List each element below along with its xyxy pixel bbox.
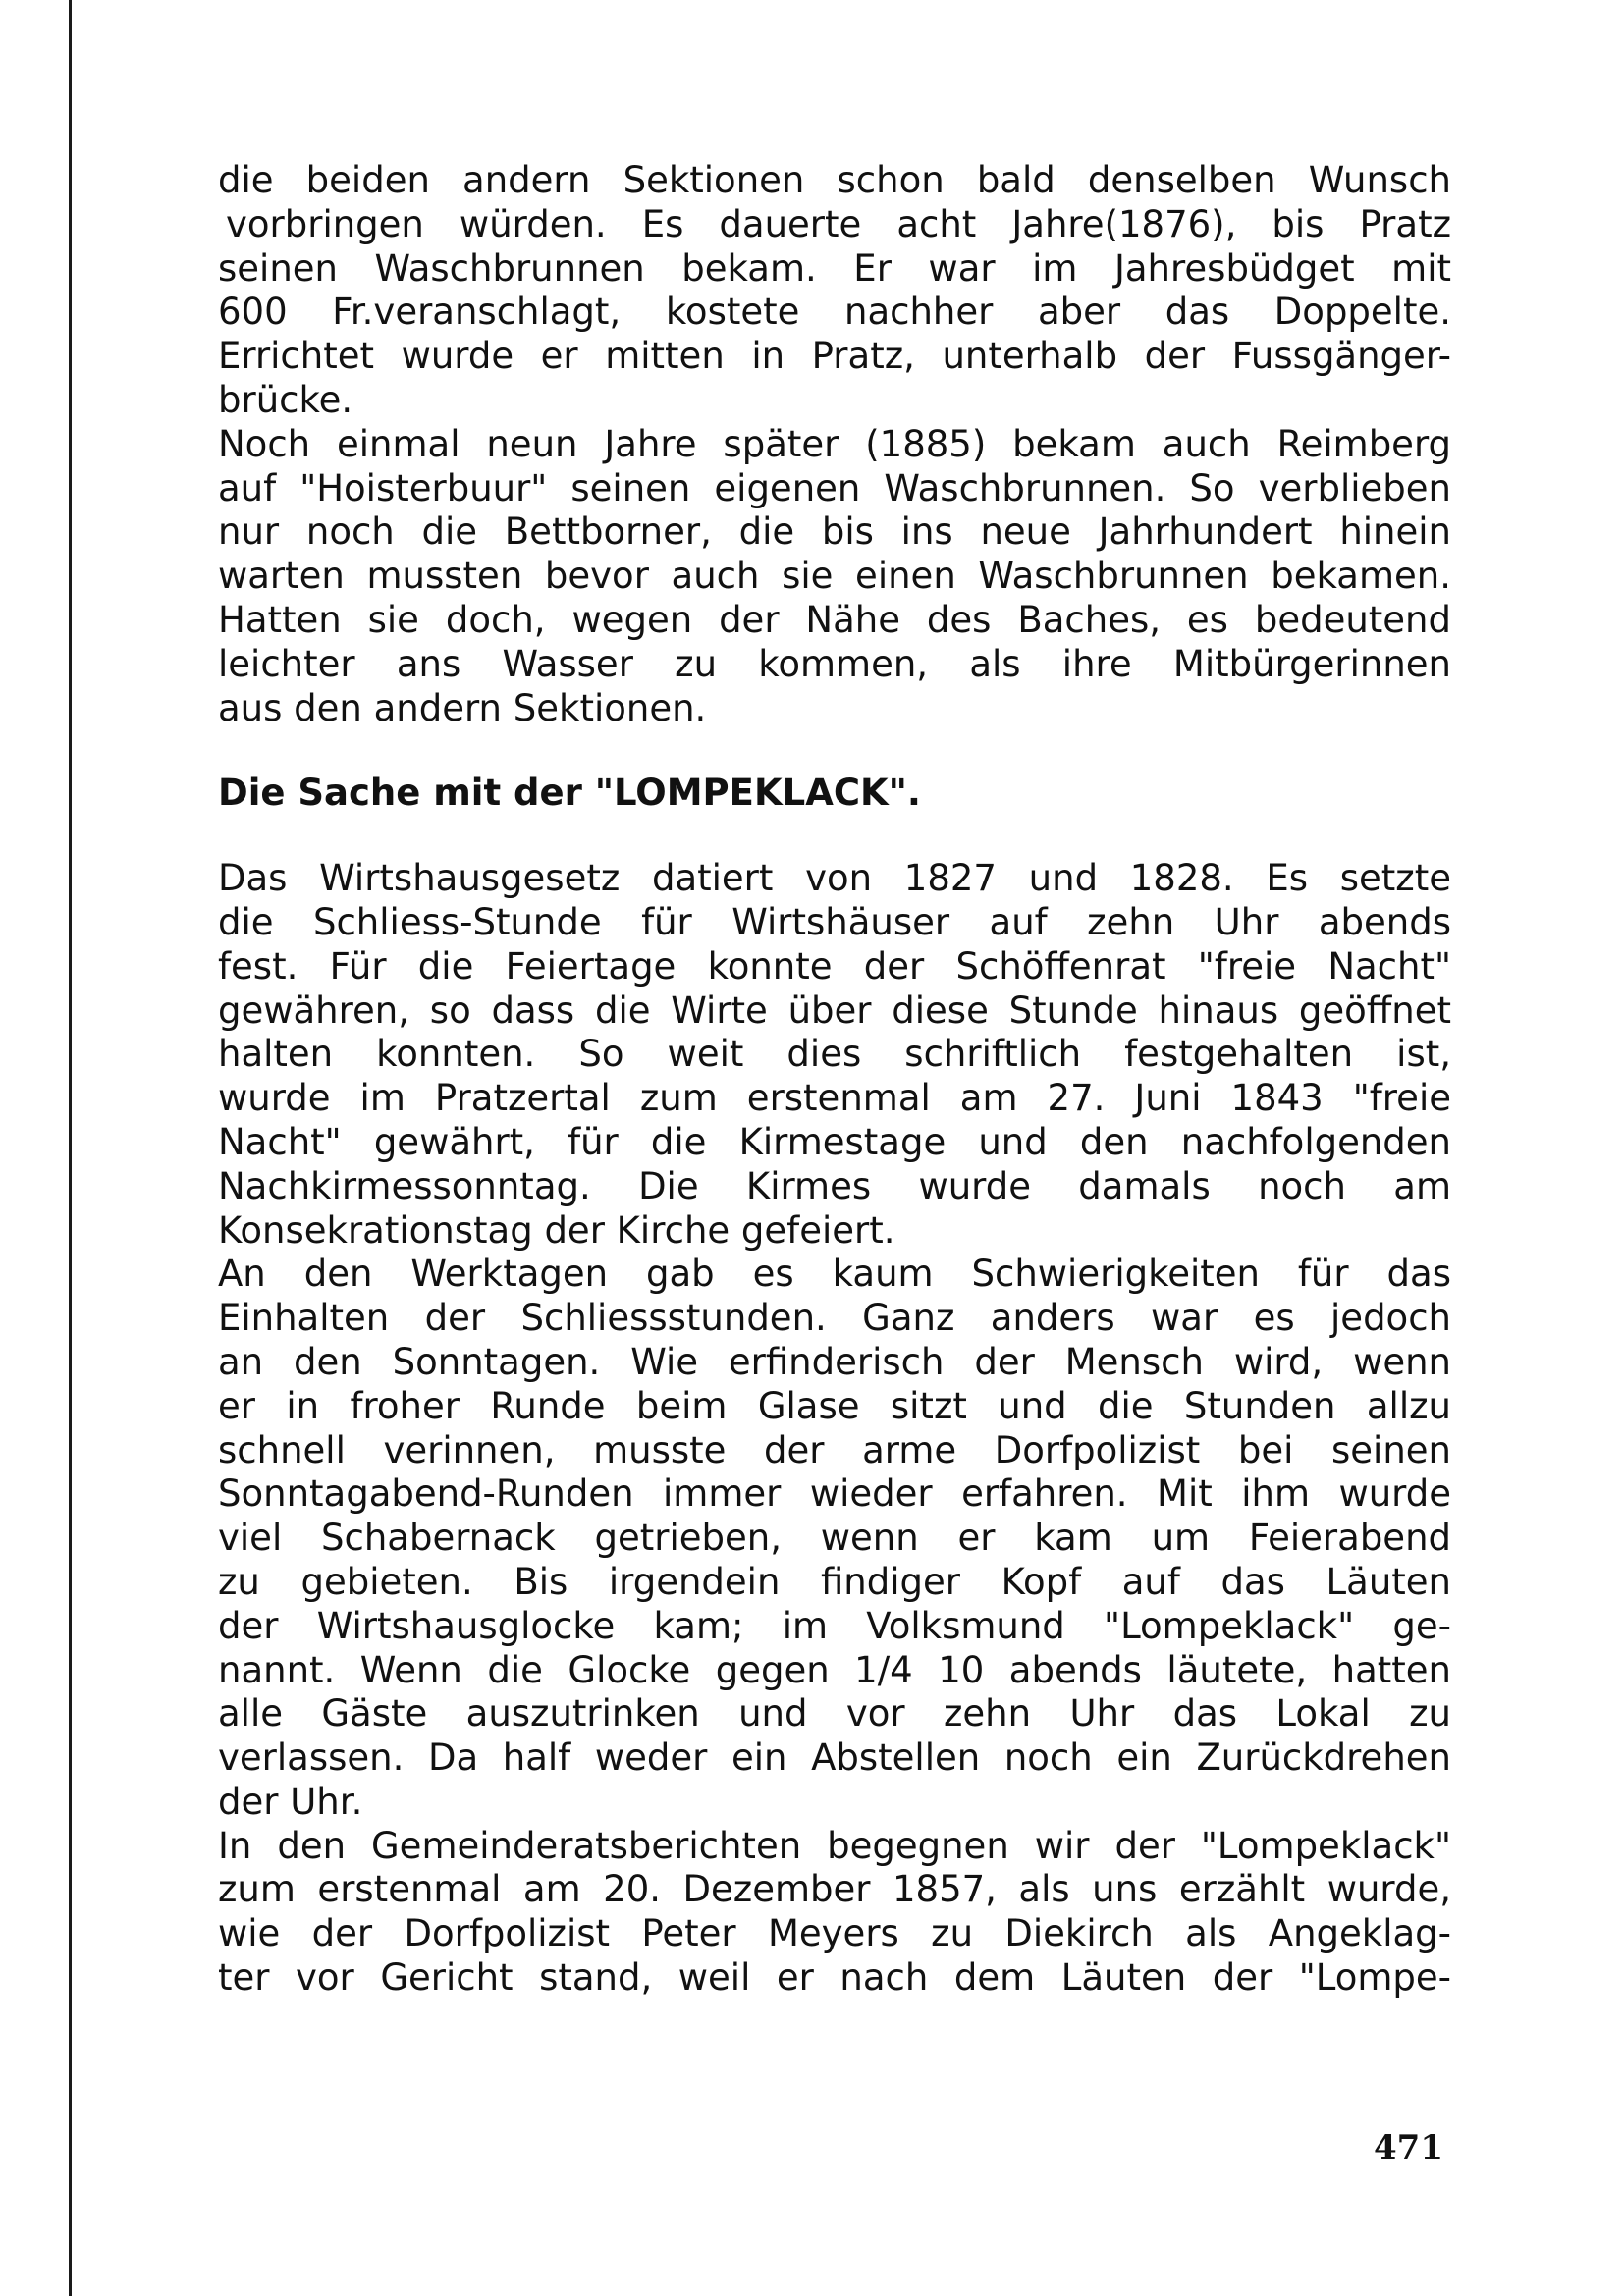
text-line: nur noch die Bettborner, die bis ins neue Jahrhundert hinein	[218, 510, 1451, 554]
text-line: verlassen. Da half weder ein Abstellen noch ein Zurückdrehen	[218, 1736, 1451, 1780]
text-line: Das Wirtshausgesetz datiert von 1827 und 1828. Es setzte	[218, 857, 1451, 900]
text-line: Nacht" gewährt, für die Kirmestage und den nachfolgenden	[218, 1120, 1451, 1163]
text-line: Sonntagabend-Runden immer wieder erfahren. Mit ihm wurde	[218, 1472, 1451, 1516]
text-line: er in froher Runde beim Glase sitzt und die Stunden allzu	[218, 1384, 1451, 1427]
text-line: vorbringen würden. Es dauerte acht Jahre(1876), bis Pratz	[226, 202, 1451, 245]
text-line: aus den andern Sektionen.	[218, 686, 707, 729]
paragraph-waschbrunnen-reimberg	[218, 423, 1451, 731]
paragraph-gemeinderatsberichte	[218, 1825, 1451, 2001]
section-heading: Die Sache mit der "LOMPEKLACK".	[218, 772, 921, 815]
text-line: zum erstenmal am 20. Dezember 1857, als uns erzählt wurde,	[218, 1868, 1451, 1911]
text-line: seinen Waschbrunnen bekam. Er war im Jahresbüdget mit	[218, 246, 1451, 290]
text-line: Errichtet wurde er mitten in Pratz, unterhalb der Fussgänger-	[218, 335, 1451, 378]
text-line: Nachkirmessonntag. Die Kirmes wurde damals noch am	[218, 1164, 1451, 1207]
text-line: nannt. Wenn die Glocke gegen 1/4 10 abends läutete, hatten	[218, 1648, 1451, 1691]
text-line: warten mussten bevor auch sie einen Waschbrunnen bekamen.	[218, 555, 1451, 598]
text-line: auf "Hoisterbuur" seinen eigenen Waschbrunnen. So verblieben	[218, 466, 1451, 509]
text-line: Hatten sie doch, wegen der Nähe des Baches, es bedeutend	[218, 598, 1451, 641]
text-line: wie der Dorfpolizist Peter Meyers zu Diekirch als Angeklag-	[218, 1912, 1451, 1955]
text-line: 600 Fr.veranschlagt, kostete nachher aber das Doppelte.	[218, 291, 1451, 334]
text-line: zu gebieten. Bis irgendein findiger Kopf auf das Läuten	[218, 1560, 1451, 1603]
text-line: schnell verinnen, musste der arme Dorfpolizist bei seinen	[218, 1428, 1451, 1471]
text-line: der Wirtshausglocke kam; im Volksmund "Lompeklack" ge-	[218, 1604, 1451, 1647]
page-number: 471	[1374, 2128, 1443, 2167]
binding-edge-line	[69, 0, 72, 2296]
paragraph-sonntage	[218, 1253, 1451, 1824]
paragraph-wirtshausgesetz	[218, 857, 1451, 1253]
text-line: leichter ans Wasser zu kommen, als ihre Mitbürgerinnen	[218, 642, 1451, 685]
text-line: An den Werktagen gab es kaum Schwierigkeiten für das	[218, 1253, 1451, 1296]
text-line: an den Sonntagen. Wie erfinderisch der Mensch wird, wenn	[218, 1340, 1451, 1383]
text-line: die beiden andern Sektionen schon bald denselben Wunsch	[218, 159, 1451, 201]
text-line: Konsekrationstag der Kirche gefeiert.	[218, 1208, 895, 1252]
document-page	[218, 159, 1451, 2001]
spacer	[218, 730, 1451, 772]
text-line: alle Gäste auszutrinken und vor zehn Uhr das Lokal zu	[218, 1692, 1451, 1735]
text-line: In den Gemeinderatsberichten begegnen wir der "Lompeklack"	[218, 1824, 1451, 1867]
text-line: Einhalten der Schliessstunden. Ganz anders war es jedoch	[218, 1297, 1451, 1340]
text-line: halten konnten. So weit dies schriftlich festgehalten ist,	[218, 1033, 1451, 1076]
text-line: die Schliess-Stunde für Wirtshäuser auf zehn Uhr abends	[218, 900, 1451, 943]
text-line: der Uhr.	[218, 1780, 363, 1823]
text-line: Noch einmal neun Jahre später (1885) bekam auch Reimberg	[218, 422, 1451, 465]
text-line: viel Schabernack getrieben, wenn er kam um Feierabend	[218, 1517, 1451, 1560]
text-line: fest. Für die Feiertage konnte der Schöffenrat "freie Nacht"	[218, 944, 1451, 988]
text-line: gewähren, so dass die Wirte über diese Stunde hinaus geöffnet	[218, 988, 1451, 1032]
spacer	[218, 816, 1451, 857]
text-line: ter vor Gericht stand, weil er nach dem Läuten der "Lompe-	[218, 1956, 1451, 2000]
text-line: wurde im Pratzertal zum erstenmal am 27. Juni 1843 "freie	[218, 1077, 1451, 1120]
paragraph-waschbrunnen-pratz	[218, 159, 1451, 423]
text-line: brücke.	[218, 378, 353, 421]
